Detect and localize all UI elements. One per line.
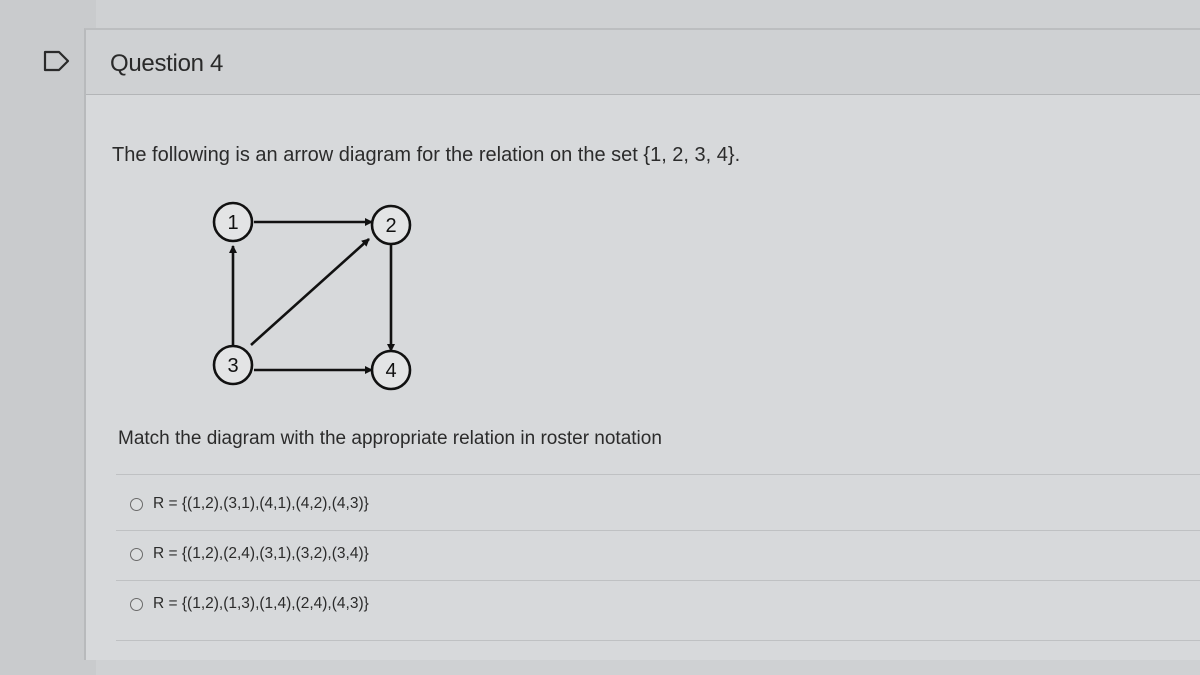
answer-option-2[interactable] — [130, 542, 369, 566]
node-label-2: 2 — [385, 215, 397, 237]
answer-option-1[interactable] — [130, 492, 369, 516]
radio-button-icon[interactable] — [130, 548, 143, 561]
question-header — [86, 30, 1200, 95]
answer-option-label: R = {(1,2),(1,3),(1,4),(2,4),(4,3)} — [153, 595, 369, 612]
left-sidebar — [0, 0, 96, 675]
divider — [116, 530, 1200, 531]
diagram-node-3 — [214, 346, 252, 384]
diagram-node-2 — [372, 206, 410, 244]
question-instruction: Match the diagram with the appropriate relation in roster notation — [118, 428, 662, 449]
edge-3-2 — [251, 239, 369, 345]
arrow-diagram — [196, 198, 436, 458]
question-prompt: The following is an arrow diagram for the relation on the set {1, 2, 3, 4}. — [112, 144, 741, 166]
answer-option-3[interactable] — [130, 592, 369, 616]
node-label-3: 3 — [227, 355, 239, 377]
divider — [116, 474, 1200, 475]
diagram-edges — [233, 222, 391, 370]
radio-button-icon[interactable] — [130, 498, 143, 511]
flag-icon[interactable] — [42, 50, 72, 72]
answer-option-label: R = {(1,2),(2,4),(3,1),(3,2),(3,4)} — [153, 545, 369, 562]
node-label-4: 4 — [385, 360, 397, 382]
question-title: Question 4 — [110, 50, 224, 77]
diagram-node-4 — [372, 351, 410, 389]
node-label-1: 1 — [227, 212, 239, 234]
divider — [116, 640, 1200, 641]
radio-button-icon[interactable] — [130, 598, 143, 611]
answer-option-label: R = {(1,2),(3,1),(4,1),(4,2),(4,3)} — [153, 495, 369, 512]
diagram-node-1 — [214, 203, 252, 241]
question-card — [84, 28, 1200, 660]
divider — [116, 580, 1200, 581]
